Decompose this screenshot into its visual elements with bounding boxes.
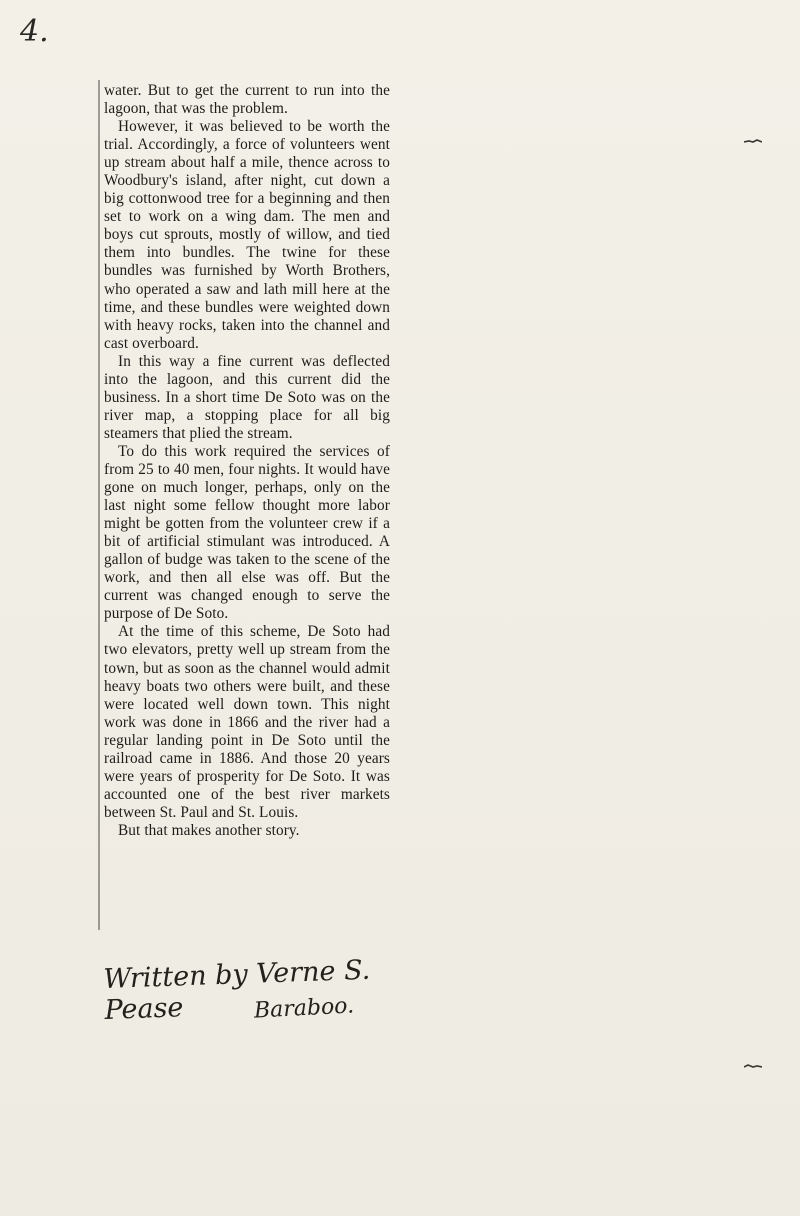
signature-place-line: Baraboo.	[253, 993, 355, 1024]
paragraph-2: However, it was believed to be worth the trial. Accordingly, a force of volunteers went up stream about half a mile, thence across to Woodbury's island, after night, cut down a big cottonwood tree for a beginning and then set to work on a wing dam. The men and boys cut sprouts, mostly of willow, and tied them into bundles. The twine for these bundles was furnished by Worth Brothers, who operated a saw and lath mill here at the time, and these bundles were weighted down with heavy rocks, taken into the channel and cast overboard.	[104, 118, 390, 352]
paragraph-4: To do this work required the services of from 25 to 40 men, four nights. It would have gone on much longer, perhaps, only on the last night some fellow thought more labor might be gotten from the volunteer crew if a bit of artificial stimulant was introduced. A gallon of budge was taken to the scene of the work, and then all else was off. But the current was changed enough to serve the purpose of De Soto.	[104, 442, 390, 623]
handwritten-signature	[102, 954, 404, 1032]
signature-author-line: Written by Verne S. Pease	[102, 954, 371, 1026]
page-number: 4.	[20, 14, 49, 49]
paragraph-5: At the time of this scheme, De Soto had two elevators, pretty well up stream from the town, but as soon as the channel would admit heavy boats two others were built, and these were located well down town. This night work was done in 1866 and the river had a regular landing point in De Soto until the railroad came in 1886. And those 20 years were years of prosperity for De Soto. It was accounted one of the best river markets between St. Paul and St. Louis.	[104, 623, 390, 821]
margin-mark-icon	[744, 1064, 762, 1069]
paragraph-1: water. But to get the current to run into the lagoon, that was the problem.	[104, 82, 390, 118]
newspaper-clipping	[104, 82, 390, 840]
clipping-edge	[98, 80, 100, 930]
paragraph-3: In this way a fine current was deflected into the lagoon, and this current did the business. In a short time De Soto was on the river map, a stopping place for all big steamers that plied the stream.	[104, 352, 390, 442]
margin-mark-icon	[744, 139, 762, 144]
paragraph-6: But that makes another story.	[118, 821, 300, 839]
